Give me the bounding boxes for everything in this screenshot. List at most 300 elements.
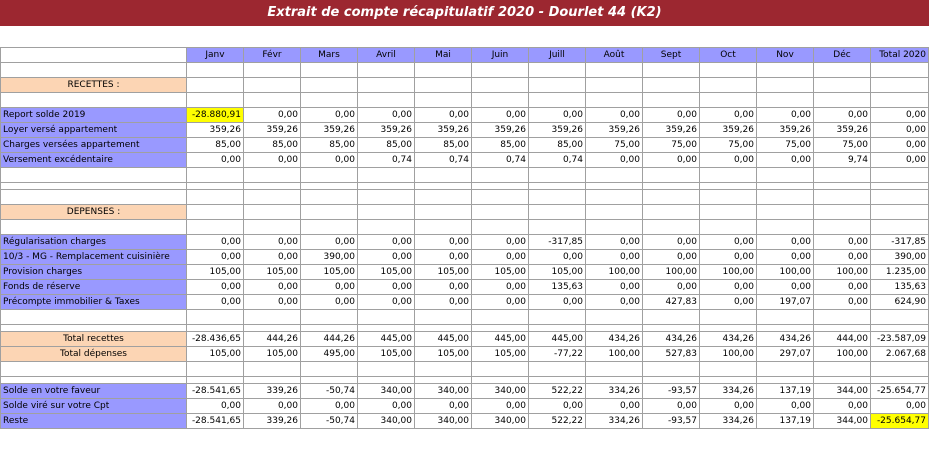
value-cell[interactable]: 444,26 xyxy=(301,332,358,347)
value-cell[interactable]: 100,00 xyxy=(700,265,757,280)
value-cell[interactable]: 0,00 xyxy=(643,399,700,414)
value-cell[interactable]: 297,07 xyxy=(757,347,814,362)
value-cell[interactable]: 0,00 xyxy=(586,250,643,265)
value-cell[interactable]: 0,00 xyxy=(871,123,929,138)
value-cell[interactable]: 624,90 xyxy=(871,295,929,310)
value-cell[interactable]: 85,00 xyxy=(187,138,244,153)
value-cell[interactable]: -93,57 xyxy=(643,414,700,429)
value-cell[interactable]: 0,00 xyxy=(187,295,244,310)
empty-cell[interactable] xyxy=(415,168,472,183)
value-cell[interactable]: 75,00 xyxy=(814,138,871,153)
value-cell[interactable]: 2.067,68 xyxy=(871,347,929,362)
empty-cell[interactable] xyxy=(244,78,301,93)
value-cell[interactable]: 0,00 xyxy=(415,250,472,265)
value-cell[interactable]: 0,00 xyxy=(529,399,586,414)
empty-cell[interactable] xyxy=(586,205,643,220)
value-cell[interactable]: 0,00 xyxy=(244,153,301,168)
value-cell[interactable]: 0,00 xyxy=(586,108,643,123)
value-cell[interactable]: 434,26 xyxy=(700,332,757,347)
value-cell[interactable]: 359,26 xyxy=(643,123,700,138)
empty-cell[interactable] xyxy=(529,93,586,108)
value-cell[interactable]: 0,00 xyxy=(529,295,586,310)
value-cell[interactable]: 0,00 xyxy=(700,399,757,414)
value-cell[interactable]: 0,00 xyxy=(757,235,814,250)
value-cell[interactable]: 0,00 xyxy=(187,399,244,414)
empty-cell[interactable] xyxy=(472,362,529,377)
empty-cell[interactable] xyxy=(757,168,814,183)
empty-cell[interactable] xyxy=(529,190,586,205)
value-cell[interactable]: 495,00 xyxy=(301,347,358,362)
value-cell[interactable]: -23.587,09 xyxy=(871,332,929,347)
value-cell[interactable]: 105,00 xyxy=(529,265,586,280)
row-label[interactable]: Total dépenses xyxy=(1,347,187,362)
value-cell[interactable]: 0,00 xyxy=(529,250,586,265)
value-cell[interactable]: 0,00 xyxy=(301,399,358,414)
value-cell[interactable]: 75,00 xyxy=(643,138,700,153)
empty-cell[interactable] xyxy=(358,93,415,108)
column-header[interactable]: Mai xyxy=(415,48,472,63)
value-cell[interactable]: 105,00 xyxy=(187,265,244,280)
value-cell[interactable]: 390,00 xyxy=(871,250,929,265)
empty-cell[interactable] xyxy=(244,362,301,377)
value-cell[interactable]: -28.880,91 xyxy=(187,108,244,123)
value-cell[interactable]: 85,00 xyxy=(301,138,358,153)
empty-cell[interactable] xyxy=(757,220,814,235)
empty-cell[interactable] xyxy=(814,310,871,325)
value-cell[interactable]: 197,07 xyxy=(757,295,814,310)
empty-cell[interactable] xyxy=(643,220,700,235)
empty-cell[interactable] xyxy=(643,63,700,78)
row-label[interactable]: Charges versées appartement xyxy=(1,138,187,153)
value-cell[interactable]: 0,74 xyxy=(358,153,415,168)
empty-cell[interactable] xyxy=(586,168,643,183)
empty-cell[interactable] xyxy=(472,220,529,235)
value-cell[interactable]: 0,74 xyxy=(472,153,529,168)
value-cell[interactable]: 434,26 xyxy=(586,332,643,347)
empty-cell[interactable] xyxy=(586,362,643,377)
value-cell[interactable]: -317,85 xyxy=(871,235,929,250)
value-cell[interactable]: 0,00 xyxy=(643,108,700,123)
value-cell[interactable]: 444,26 xyxy=(244,332,301,347)
value-cell[interactable]: -25.654,77 xyxy=(871,414,929,429)
value-cell[interactable]: 0,00 xyxy=(586,153,643,168)
empty-cell[interactable] xyxy=(643,362,700,377)
value-cell[interactable]: 0,00 xyxy=(244,295,301,310)
value-cell[interactable]: 85,00 xyxy=(358,138,415,153)
value-cell[interactable]: 0,00 xyxy=(814,295,871,310)
row-label[interactable]: Provision charges xyxy=(1,265,187,280)
value-cell[interactable]: 0,00 xyxy=(643,250,700,265)
value-cell[interactable]: 434,26 xyxy=(757,332,814,347)
empty-cell[interactable] xyxy=(415,205,472,220)
value-cell[interactable]: 9,74 xyxy=(814,153,871,168)
value-cell[interactable]: 0,00 xyxy=(757,399,814,414)
value-cell[interactable]: 339,26 xyxy=(244,414,301,429)
empty-label-cell[interactable] xyxy=(1,362,187,377)
value-cell[interactable]: 100,00 xyxy=(700,347,757,362)
row-label[interactable]: Solde en votre faveur xyxy=(1,384,187,399)
value-cell[interactable]: 135,63 xyxy=(529,280,586,295)
empty-cell[interactable] xyxy=(643,78,700,93)
value-cell[interactable]: 0,00 xyxy=(358,280,415,295)
empty-cell[interactable] xyxy=(871,310,929,325)
value-cell[interactable]: 100,00 xyxy=(586,347,643,362)
value-cell[interactable]: 359,26 xyxy=(814,123,871,138)
empty-label-cell[interactable] xyxy=(1,63,187,78)
empty-cell[interactable] xyxy=(529,78,586,93)
value-cell[interactable]: 340,00 xyxy=(415,384,472,399)
value-cell[interactable]: -28.436,65 xyxy=(187,332,244,347)
empty-cell[interactable] xyxy=(643,93,700,108)
value-cell[interactable]: 0,00 xyxy=(757,153,814,168)
empty-cell[interactable] xyxy=(529,205,586,220)
empty-cell[interactable] xyxy=(301,220,358,235)
empty-cell[interactable] xyxy=(301,78,358,93)
column-header[interactable]: Sept xyxy=(643,48,700,63)
value-cell[interactable]: 359,26 xyxy=(529,123,586,138)
value-cell[interactable]: 359,26 xyxy=(301,123,358,138)
value-cell[interactable]: 100,00 xyxy=(814,265,871,280)
value-cell[interactable]: 0,00 xyxy=(472,295,529,310)
empty-cell[interactable] xyxy=(187,78,244,93)
empty-cell[interactable] xyxy=(472,168,529,183)
value-cell[interactable]: 334,26 xyxy=(586,384,643,399)
empty-cell[interactable] xyxy=(358,362,415,377)
value-cell[interactable]: 75,00 xyxy=(700,138,757,153)
value-cell[interactable]: 0,00 xyxy=(415,399,472,414)
empty-cell[interactable] xyxy=(301,190,358,205)
empty-cell[interactable] xyxy=(472,93,529,108)
value-cell[interactable]: 434,26 xyxy=(643,332,700,347)
empty-cell[interactable] xyxy=(244,168,301,183)
value-cell[interactable]: 334,26 xyxy=(700,414,757,429)
empty-cell[interactable] xyxy=(415,190,472,205)
value-cell[interactable]: 0,00 xyxy=(415,108,472,123)
empty-cell[interactable] xyxy=(415,220,472,235)
empty-cell[interactable] xyxy=(244,190,301,205)
value-cell[interactable]: 0,00 xyxy=(757,280,814,295)
value-cell[interactable]: 359,26 xyxy=(187,123,244,138)
empty-cell[interactable] xyxy=(415,63,472,78)
value-cell[interactable]: 0,00 xyxy=(358,108,415,123)
value-cell[interactable]: 0,00 xyxy=(814,250,871,265)
empty-cell[interactable] xyxy=(358,310,415,325)
empty-cell[interactable] xyxy=(244,93,301,108)
value-cell[interactable]: 344,00 xyxy=(814,414,871,429)
value-cell[interactable]: 0,00 xyxy=(358,399,415,414)
value-cell[interactable]: 0,00 xyxy=(187,280,244,295)
empty-cell[interactable] xyxy=(814,93,871,108)
empty-cell[interactable] xyxy=(529,220,586,235)
value-cell[interactable]: 0,00 xyxy=(871,138,929,153)
empty-cell[interactable] xyxy=(814,190,871,205)
empty-cell[interactable] xyxy=(757,205,814,220)
value-cell[interactable]: 0,00 xyxy=(643,280,700,295)
empty-cell[interactable] xyxy=(415,93,472,108)
empty-cell[interactable] xyxy=(586,78,643,93)
empty-cell[interactable] xyxy=(529,168,586,183)
value-cell[interactable]: 0,00 xyxy=(700,235,757,250)
value-cell[interactable]: 137,19 xyxy=(757,414,814,429)
empty-cell[interactable] xyxy=(700,93,757,108)
value-cell[interactable]: 359,26 xyxy=(415,123,472,138)
empty-cell[interactable] xyxy=(187,362,244,377)
value-cell[interactable]: 344,00 xyxy=(814,384,871,399)
value-cell[interactable]: 105,00 xyxy=(415,347,472,362)
empty-cell[interactable] xyxy=(472,205,529,220)
empty-cell[interactable] xyxy=(757,362,814,377)
empty-cell[interactable] xyxy=(871,362,929,377)
empty-cell[interactable] xyxy=(187,93,244,108)
value-cell[interactable]: -25.654,77 xyxy=(871,384,929,399)
empty-cell[interactable] xyxy=(586,63,643,78)
empty-cell[interactable] xyxy=(643,168,700,183)
value-cell[interactable]: 0,00 xyxy=(472,399,529,414)
empty-cell[interactable] xyxy=(700,362,757,377)
value-cell[interactable]: -317,85 xyxy=(529,235,586,250)
value-cell[interactable]: 75,00 xyxy=(757,138,814,153)
value-cell[interactable]: 0,00 xyxy=(415,295,472,310)
value-cell[interactable]: 100,00 xyxy=(757,265,814,280)
value-cell[interactable]: 0,00 xyxy=(700,280,757,295)
empty-cell[interactable] xyxy=(757,310,814,325)
value-cell[interactable]: 359,26 xyxy=(358,123,415,138)
empty-cell[interactable] xyxy=(472,310,529,325)
value-cell[interactable]: 445,00 xyxy=(358,332,415,347)
empty-cell[interactable] xyxy=(757,63,814,78)
value-cell[interactable]: 0,00 xyxy=(586,280,643,295)
value-cell[interactable]: 0,00 xyxy=(472,250,529,265)
value-cell[interactable]: 359,26 xyxy=(586,123,643,138)
empty-cell[interactable] xyxy=(415,310,472,325)
empty-cell[interactable] xyxy=(700,78,757,93)
value-cell[interactable]: 105,00 xyxy=(244,265,301,280)
value-cell[interactable]: 105,00 xyxy=(301,265,358,280)
value-cell[interactable]: 0,00 xyxy=(757,108,814,123)
empty-cell[interactable] xyxy=(586,93,643,108)
value-cell[interactable]: 0,00 xyxy=(700,153,757,168)
value-cell[interactable]: 0,00 xyxy=(757,250,814,265)
row-label[interactable]: 10/3 - MG - Remplacement cuisinière xyxy=(1,250,187,265)
value-cell[interactable]: 0,00 xyxy=(814,280,871,295)
value-cell[interactable]: 105,00 xyxy=(244,347,301,362)
empty-cell[interactable] xyxy=(358,63,415,78)
empty-cell[interactable] xyxy=(871,63,929,78)
empty-cell[interactable] xyxy=(529,362,586,377)
empty-cell[interactable] xyxy=(415,78,472,93)
empty-cell[interactable] xyxy=(814,78,871,93)
value-cell[interactable]: 427,83 xyxy=(643,295,700,310)
empty-cell[interactable] xyxy=(757,78,814,93)
empty-cell[interactable] xyxy=(472,63,529,78)
value-cell[interactable]: 0,00 xyxy=(643,153,700,168)
empty-cell[interactable] xyxy=(700,310,757,325)
value-cell[interactable]: 0,00 xyxy=(187,235,244,250)
value-cell[interactable]: 340,00 xyxy=(358,384,415,399)
value-cell[interactable]: 0,00 xyxy=(871,108,929,123)
value-cell[interactable]: 0,00 xyxy=(586,235,643,250)
value-cell[interactable]: 0,00 xyxy=(358,295,415,310)
row-label[interactable]: Fonds de réserve xyxy=(1,280,187,295)
empty-cell[interactable] xyxy=(244,220,301,235)
row-label[interactable]: Versement excédentaire xyxy=(1,153,187,168)
value-cell[interactable]: 359,26 xyxy=(700,123,757,138)
empty-cell[interactable] xyxy=(244,310,301,325)
row-label[interactable]: Régularisation charges xyxy=(1,235,187,250)
value-cell[interactable]: 105,00 xyxy=(358,347,415,362)
empty-label-cell[interactable] xyxy=(1,220,187,235)
empty-cell[interactable] xyxy=(643,205,700,220)
value-cell[interactable]: 0,00 xyxy=(643,235,700,250)
value-cell[interactable]: -50,74 xyxy=(301,384,358,399)
value-cell[interactable]: 359,26 xyxy=(244,123,301,138)
value-cell[interactable]: 340,00 xyxy=(472,414,529,429)
value-cell[interactable]: 0,00 xyxy=(358,250,415,265)
value-cell[interactable]: 0,00 xyxy=(529,108,586,123)
empty-cell[interactable] xyxy=(871,220,929,235)
value-cell[interactable]: 0,74 xyxy=(415,153,472,168)
value-cell[interactable]: 85,00 xyxy=(415,138,472,153)
value-cell[interactable]: 105,00 xyxy=(358,265,415,280)
empty-cell[interactable] xyxy=(700,63,757,78)
empty-cell[interactable] xyxy=(586,310,643,325)
empty-cell[interactable] xyxy=(358,168,415,183)
row-label[interactable]: Loyer versé appartement xyxy=(1,123,187,138)
value-cell[interactable]: 135,63 xyxy=(871,280,929,295)
value-cell[interactable]: 0,00 xyxy=(301,235,358,250)
value-cell[interactable]: 334,26 xyxy=(586,414,643,429)
value-cell[interactable]: 0,00 xyxy=(586,295,643,310)
empty-cell[interactable] xyxy=(472,78,529,93)
empty-cell[interactable] xyxy=(529,63,586,78)
value-cell[interactable]: 522,22 xyxy=(529,384,586,399)
value-cell[interactable]: 527,83 xyxy=(643,347,700,362)
value-cell[interactable]: 0,00 xyxy=(814,108,871,123)
row-label[interactable]: Reste xyxy=(1,414,187,429)
value-cell[interactable]: -50,74 xyxy=(301,414,358,429)
column-header[interactable]: Avril xyxy=(358,48,415,63)
value-cell[interactable]: 445,00 xyxy=(415,332,472,347)
empty-label-cell[interactable] xyxy=(1,190,187,205)
row-label[interactable]: Total recettes xyxy=(1,332,187,347)
value-cell[interactable]: 105,00 xyxy=(472,347,529,362)
empty-cell[interactable] xyxy=(814,63,871,78)
value-cell[interactable]: 0,00 xyxy=(244,399,301,414)
empty-cell[interactable] xyxy=(814,362,871,377)
value-cell[interactable]: 0,00 xyxy=(472,235,529,250)
empty-cell[interactable] xyxy=(358,205,415,220)
value-cell[interactable]: 339,26 xyxy=(244,384,301,399)
value-cell[interactable]: 0,00 xyxy=(472,108,529,123)
empty-cell[interactable] xyxy=(301,362,358,377)
value-cell[interactable]: 0,00 xyxy=(301,295,358,310)
value-cell[interactable]: 359,26 xyxy=(472,123,529,138)
empty-cell[interactable] xyxy=(757,190,814,205)
value-cell[interactable]: -77,22 xyxy=(529,347,586,362)
value-cell[interactable]: 359,26 xyxy=(757,123,814,138)
empty-label-cell[interactable] xyxy=(1,93,187,108)
value-cell[interactable]: 85,00 xyxy=(244,138,301,153)
empty-cell[interactable] xyxy=(301,93,358,108)
value-cell[interactable]: 0,00 xyxy=(472,280,529,295)
empty-cell[interactable] xyxy=(301,168,358,183)
value-cell[interactable]: 0,00 xyxy=(244,250,301,265)
column-header[interactable]: Juill xyxy=(529,48,586,63)
column-header[interactable]: Total 2020 xyxy=(871,48,929,63)
value-cell[interactable]: 0,00 xyxy=(814,399,871,414)
empty-cell[interactable] xyxy=(643,310,700,325)
empty-cell[interactable] xyxy=(187,190,244,205)
empty-cell[interactable] xyxy=(586,220,643,235)
empty-cell[interactable] xyxy=(814,168,871,183)
value-cell[interactable]: 0,00 xyxy=(301,153,358,168)
empty-cell[interactable] xyxy=(586,190,643,205)
row-label[interactable]: Solde viré sur votre Cpt xyxy=(1,399,187,414)
value-cell[interactable]: 390,00 xyxy=(301,250,358,265)
empty-cell[interactable] xyxy=(358,190,415,205)
empty-cell[interactable] xyxy=(358,78,415,93)
value-cell[interactable]: 522,22 xyxy=(529,414,586,429)
value-cell[interactable]: 105,00 xyxy=(415,265,472,280)
column-header[interactable]: Août xyxy=(586,48,643,63)
value-cell[interactable]: 105,00 xyxy=(187,347,244,362)
value-cell[interactable]: 340,00 xyxy=(415,414,472,429)
value-cell[interactable]: 445,00 xyxy=(529,332,586,347)
empty-cell[interactable] xyxy=(187,205,244,220)
empty-cell[interactable] xyxy=(871,190,929,205)
value-cell[interactable]: 0,00 xyxy=(358,235,415,250)
empty-cell[interactable] xyxy=(643,190,700,205)
value-cell[interactable]: 100,00 xyxy=(586,265,643,280)
empty-cell[interactable] xyxy=(244,205,301,220)
value-cell[interactable]: 340,00 xyxy=(358,414,415,429)
value-cell[interactable]: 0,00 xyxy=(814,235,871,250)
empty-cell[interactable] xyxy=(187,220,244,235)
empty-cell[interactable] xyxy=(814,220,871,235)
column-header[interactable]: Janv xyxy=(187,48,244,63)
empty-cell[interactable] xyxy=(301,310,358,325)
empty-cell[interactable] xyxy=(358,220,415,235)
empty-cell[interactable] xyxy=(814,205,871,220)
empty-cell[interactable] xyxy=(700,190,757,205)
value-cell[interactable]: 85,00 xyxy=(472,138,529,153)
value-cell[interactable]: 1.235,00 xyxy=(871,265,929,280)
value-cell[interactable]: 100,00 xyxy=(814,347,871,362)
empty-cell[interactable] xyxy=(187,310,244,325)
empty-cell[interactable] xyxy=(871,93,929,108)
column-header[interactable]: Févr xyxy=(244,48,301,63)
value-cell[interactable]: 0,00 xyxy=(700,250,757,265)
value-cell[interactable]: -28.541,65 xyxy=(187,384,244,399)
empty-cell[interactable] xyxy=(301,205,358,220)
value-cell[interactable]: 85,00 xyxy=(529,138,586,153)
empty-cell[interactable] xyxy=(187,63,244,78)
value-cell[interactable]: 137,19 xyxy=(757,384,814,399)
value-cell[interactable]: -28.541,65 xyxy=(187,414,244,429)
value-cell[interactable]: 340,00 xyxy=(472,384,529,399)
value-cell[interactable]: 0,00 xyxy=(187,250,244,265)
value-cell[interactable]: 445,00 xyxy=(472,332,529,347)
empty-cell[interactable] xyxy=(757,93,814,108)
value-cell[interactable]: 0,00 xyxy=(586,399,643,414)
value-cell[interactable]: 334,26 xyxy=(700,384,757,399)
empty-cell[interactable] xyxy=(700,220,757,235)
value-cell[interactable]: 0,00 xyxy=(301,108,358,123)
empty-cell[interactable] xyxy=(700,205,757,220)
value-cell[interactable]: 0,00 xyxy=(244,108,301,123)
value-cell[interactable]: 0,00 xyxy=(244,235,301,250)
value-cell[interactable]: 0,00 xyxy=(415,280,472,295)
